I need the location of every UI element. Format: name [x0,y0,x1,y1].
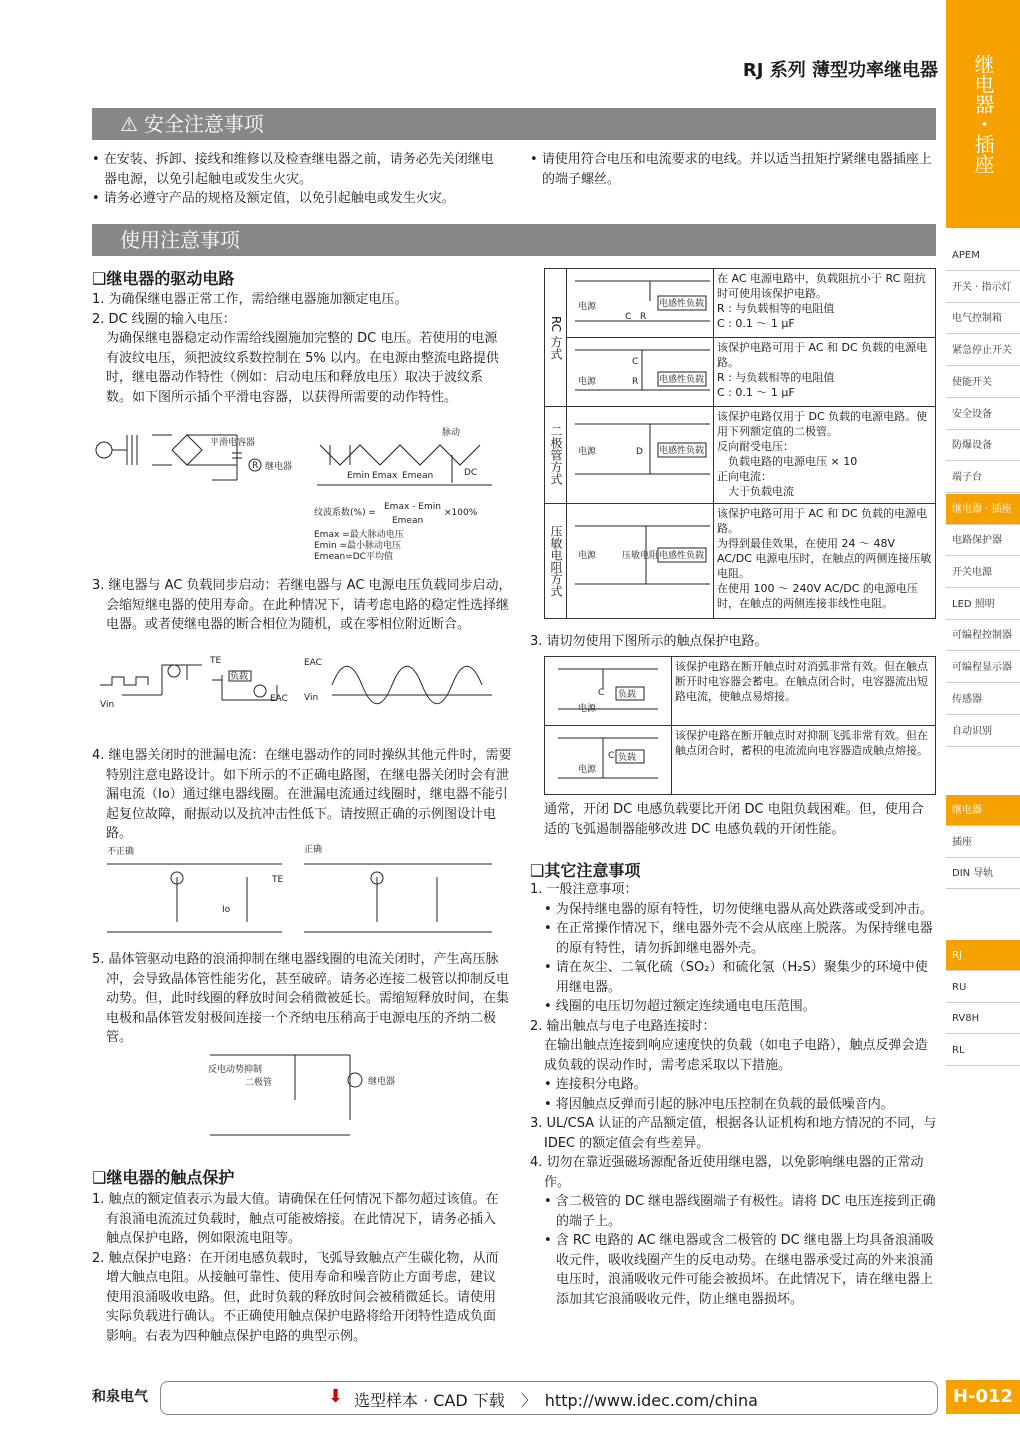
bad-desc: 该保护电路在断开触点时对消弧非常有效。但在触点断开时电容器会蓄电。在触点闭合时，电容器流出短路电流，使触点易熔接。 [672,657,936,726]
diode-label-2: 二极管 [245,1078,273,1088]
eac-wave-label: EAC [304,658,322,668]
desc-line: 正向电流： [717,470,772,483]
contact-title: ❑继电器的触点保护 [92,1168,235,1187]
other-subitem: • 含二极管的 DC 继电器线圈端子有极性。请将 DC 电压连接到正确的端子上。 [544,1194,936,1229]
safety-item: • 请使用符合电压和电流要求的电线。并以适当扭矩拧紧继电器插座上的端子螺丝。 [530,152,932,187]
c-label: C [598,688,605,698]
safety-item: • 在安装、拆卸、接线和维修以及检查继电器之前，请务必先关闭继电器电源，以免引起触电或发生火灾。 [92,152,494,187]
sidebar-item[interactable]: 可编程控制器 [946,620,1020,651]
sidebar-model[interactable]: RL [946,1035,1020,1066]
sidebar-item[interactable]: 电气控制箱 [946,303,1020,334]
rc-circuit-1 [570,271,710,331]
emax-label: Emax [372,471,398,481]
sidebar-model[interactable]: RV8H [946,1003,1020,1034]
right-label: 正确 [304,845,323,855]
load-label: 电感性负载 [659,446,705,456]
sidebar-item[interactable]: 防爆设备 [946,430,1020,461]
desc-line: R : 与负载相等的电阻值 [717,371,835,384]
emin-label: Emin [347,471,370,481]
table-row [545,338,936,407]
sidebar-item[interactable]: 端子台 [946,462,1020,493]
sidebar-item[interactable]: 安全设备 [946,399,1020,430]
src-label: 电源 [578,551,597,561]
src-label: 电源 [578,704,597,714]
safety-heading-bar [92,108,936,140]
drive-item-4: 4. 继电器关闭时的泄漏电流：在继电器动作的同时操纵其他元件时，需要特别注意电路设计。如下所示的不正确电路图，在继电器关闭时会有泄漏电流（Io）通过继电器线圈。在泄漏电流通过线圈时，继电器不能引起复位故障，耐振动以及抗冲击性低下。请按照正确的示例图设计电路。 [92,748,512,841]
warning-icon: ⚠ [120,112,138,136]
safety-right [530,150,936,189]
src-label: 电源 [578,302,597,312]
desc-line: 该保护电路可用于 AC 和 DC 负载的电源电路。 [717,507,928,535]
load-label: 电感性负载 [659,551,705,561]
drive-item-5: 5. 晶体管驱动电路的浪涌抑制在继电器线圈的电流关闭时，产生高压脉冲，会导致晶体管性能劣化，甚至破碎。请务必连接二极管以抑制反电动势。但，此时线圈的释放时间会稍微被延长。需缩短释放时间，在集电极和晶体管发射极间连接一个齐纳电压稍高于电源电压的齐纳二极管。 [92,952,510,1045]
circuit-cell [567,504,714,619]
other-subitem: • 在正常操作情况下，继电器外壳不会从底座上脱落。为保持继电器的原有特性，请勿拆卸继电器外壳。 [544,921,933,956]
bad-circuit-table [544,656,936,795]
sidebar-item[interactable]: 可编程显示器 [946,652,1020,683]
protect-table [544,268,936,619]
safety-item: • 请务必遵守产品的规格及额定值，以免引起触电或发生火灾。 [92,191,455,206]
download-icon: ⬇ [328,1386,344,1407]
d-label: D [636,447,643,457]
c-label: C [625,312,632,322]
bad-circuit-2 [548,728,668,788]
smooth-cap-label: 平滑电容器 [210,438,256,448]
rc-circuit-2 [570,340,710,400]
page-title: RJ 系列 薄型功率继电器 [742,60,938,81]
group-rc: RC 方式 [545,269,567,407]
def-emax: Emax =最大脉动电压 [314,530,404,540]
diode-circuit [570,409,710,489]
sidebar-item[interactable]: 使能开关 [946,367,1020,398]
drive-item-3: 3. 继电器与 AC 负载同步启动：若继电器与 AC 电源电压负载同步启动，会缩短继电器的使用寿命。在此种情况下，请考虑电路的稳定性选择继电器。或者使继电器的断合相位为随机，或在零相位附近断合。 [92,578,512,632]
other-item: 2. 输出触点与电子电路连接时： [530,1018,716,1034]
sidebar-subitem[interactable]: 继电器 [946,795,1020,826]
src-label: 电源 [578,765,597,775]
sidebar-subitem[interactable]: DIN 导轨 [946,858,1020,889]
sidebar-item[interactable]: 开关 · 指示灯 [946,272,1020,303]
safety-left [92,150,502,209]
r-label: R [640,312,647,322]
c-label: C [632,357,639,367]
table-row [545,726,936,795]
circuit-cell [545,726,672,795]
formula-left: 纹波系数(%) = [314,508,376,518]
contact-item: 1. 触点的额定值表示为最大值。请确保在任何情况下都勿超过该值。在有浪涌电流流过负载时，触点可能被熔接。在此情况下，请务必插入触点保护电路，例如限流电阻等。 [92,1192,499,1246]
other-title: ❑其它注意事项 [530,861,641,880]
desc-line: 该保护电路可用于 AC 和 DC 负载的电源电路。 [717,341,928,369]
formula-den: Emean [392,516,424,526]
desc-cell [714,338,936,407]
other-item: 1. 一般注意事项： [530,882,638,897]
other-item: 4. 切勿在靠近强磁场源配备近使用继电器，以免影响继电器的正常动作。 [530,1155,924,1190]
def-emean: Emean=DC平均值 [314,552,393,562]
drive-item-body: 为确保继电器稳定动作需给线圈施加完整的 DC 电压。若使用的电源有波纹电压，须把波纹系数控制在 5% 以内。在电源由整流电路提供时，继电器动作特性（例如：启动电压和释放电压）取决于波纹系数。如下图所示插个平滑电容器，以获得所需要的动作特性。 [106,331,499,405]
desc-line: 为得到最佳效果，在使用 24 ～ 48V AC/DC 电源电压时，在触点的两侧连接压敏电阻。 [717,537,932,580]
right-item-3: 3. 请切勿使用下图所示的触点保护电路。 [530,634,768,649]
pulse-label: 脉动 [442,428,461,438]
relay-r-symbol: R [252,461,259,471]
group-varistor: 压敏电阻方式 [545,504,567,619]
varistor-label: 压敏电阻 [622,551,659,561]
te-label-2: TE [272,875,284,885]
table-row [545,407,936,504]
contact-item: 2. 触点保护电路：在开闭电感负载时，飞弧导致触点产生碳化物，从而增大触点电阻。从接触可靠性、使用寿命和噪音防止方面考虑，建议使用浪涌吸收电路。但，此时负载的释放时间会被稍微延长。请使用实际负载进行确认。不正确使用触点保护电路将给开闭特性造成负面影响。右表为四种触点保护电路的典型示例。 [92,1250,499,1344]
formula-right: ×100% [444,508,478,518]
circuit-cell [567,338,714,407]
load-label: 电感性负载 [659,375,705,385]
drive-item: 2. DC 线圈的输入电压： [92,311,236,327]
other-item: 3. UL/CSA 认证的产品额定值，根据各认证机构和地方情况的不同，与 IDEC 的额定值会有些差异。 [530,1116,937,1151]
sidebar-item[interactable]: 开关电源 [946,557,1020,588]
relay-label-2: 继电器 [368,1077,396,1087]
desc-cell [714,269,936,338]
circuit-cell [567,269,714,338]
sidebar-category: 继电器・插座 [946,0,1020,228]
leakage-figure [92,842,502,942]
desc-line: 该保护电路仅用于 DC 负载的电源电路。使用下列额定值的二极管。 [717,410,928,438]
footer-link[interactable]: 选型样本 · CAD 下载 〉 http://www.idec.com/china [354,1391,758,1410]
table-row [545,657,936,726]
usage-heading-bar [92,224,936,256]
desc-cell [714,504,936,619]
desc-line: R : 与负载相等的电阻值 [717,302,835,315]
c-label: C [608,751,615,761]
desc-line: 大于负载电流 [717,485,794,498]
page-number: H-012 [946,1380,1020,1414]
safety-heading: 安全注意事项 [143,112,264,136]
sync-figure [92,655,502,735]
other-subitem: • 请在灰尘、二氧化硫（SO₂）和硫化氢（H₂S）聚集少的环境中使用继电器。 [544,960,928,995]
te-label: TE [210,656,222,666]
load-label: 电感性负载 [659,299,705,309]
bad-desc: 该保护电路在断开触点时对抑制飞弧非常有效。但在触点闭合时，蓄积的电流流向电容器造成触点熔接。 [672,726,936,795]
circuit-cell [567,407,714,504]
eac-label: EAC [270,694,288,704]
vin-wave-label: Vin [304,693,319,703]
sidebar-item[interactable]: 紧急停止开关 [946,335,1020,366]
desc-line: C : 0.1 ～ 1 μF [717,317,795,330]
r-label: R [632,377,639,387]
contact-text [92,1190,502,1346]
drive-text-1 [92,290,502,407]
surge-figure [200,1050,430,1140]
other-text [530,880,940,1309]
vin-label: Vin [100,700,115,710]
io-label: Io [222,905,231,915]
other-subitem: • 为保持继电器的原有特性，切勿使继电器从高处跌落或受到冲击。 [544,901,933,917]
varistor-circuit [570,506,710,596]
other-subitem: • 将因触点反弹而引起的脉冲电压控制在负载的最低噪音内。 [544,1096,894,1112]
desc-line: C : 0.1 ～ 1 μF [717,386,795,399]
drive-item: 1. 为确保继电器正常工作，需给继电器施加额定电压。 [92,292,408,307]
load-label: 负载 [618,753,637,763]
group-diode: 二极管方式 [545,407,567,504]
sidebar-item[interactable]: 传感器 [946,684,1020,715]
sidebar-subitem[interactable]: 插座 [946,827,1020,858]
sidebar-item[interactable]: APEM [946,240,1020,271]
dc-note: 通常，开闭 DC 电感负载要比开闭 DC 电阻负载困难。但，使用合适的飞弧遏制器能够改进 DC 电感负载的开闭性能。 [544,802,924,837]
desc-line: 在 AC 电源电路中，负载阻抗小于 RC 阻抗时可使用该保护电路。 [717,272,926,300]
load-label: 负载 [618,690,637,700]
sidebar-item[interactable]: 自动识别 [946,716,1020,747]
circuit-cell [545,657,672,726]
drive-title: ❑继电器的驱动电路 [92,269,235,288]
formula-num: Emax - Emin [384,502,441,512]
sidebar-model[interactable]: RU [946,972,1020,1003]
other-subitem: • 连接积分电路。 [544,1077,647,1092]
wrong-label: 不正确 [107,847,135,857]
src-label: 电源 [578,447,597,457]
usage-heading: 使用注意事项 [120,228,240,252]
other-body: 在输出触点连接到响应速度快的负载（如电子电路），触点反弹会造成负载的误动作时，需考虑采取以下措施。 [544,1038,928,1073]
desc-cell [714,407,936,504]
dc-label: DC [464,468,478,478]
bad-circuit-1 [548,659,668,719]
def-emin: Emin =最小脉动电压 [314,541,402,551]
desc-line: 负载电路的电源电压 × 10 [717,455,858,468]
relay-label: 继电器 [265,462,293,472]
brand-name: 和泉电气 [92,1389,148,1405]
emean-label: Emean [402,471,434,481]
other-subitem: • 含 RC 电路的 AC 继电器或含二极管的 DC 继电器上均具备浪涌吸收元件，吸收线圈产生的反电动势。在继电器承受过高的外来浪涌电压时，浪涌吸收元件可能会被损坏。在此情况下，请在继电器上添加其它浪涌吸收元件，防止继电器损坏。 [544,1233,934,1307]
sidebar-item[interactable]: 继电器 · 插座 [946,494,1020,525]
sidebar-model[interactable]: RJ [946,940,1020,971]
table-row [545,504,936,619]
other-subitem: • 线圈的电压切勿超过额定连续通电电压范围。 [544,999,816,1014]
sidebar-item[interactable]: LED 照明 [946,589,1020,620]
sidebar-item[interactable]: 电路保护器 [946,525,1020,556]
table-row [545,269,936,338]
desc-line: 反向耐受电压： [717,440,794,453]
desc-line: 在使用 100 ～ 240V AC/DC 的电源电压时，在触点的两侧连接非线性电阻。 [717,582,918,610]
load-label: 负载 [230,672,249,682]
diode-label-1: 反电动势抑制 [208,1065,263,1075]
src-label: 电源 [578,377,597,387]
ripple-figure [92,425,502,565]
